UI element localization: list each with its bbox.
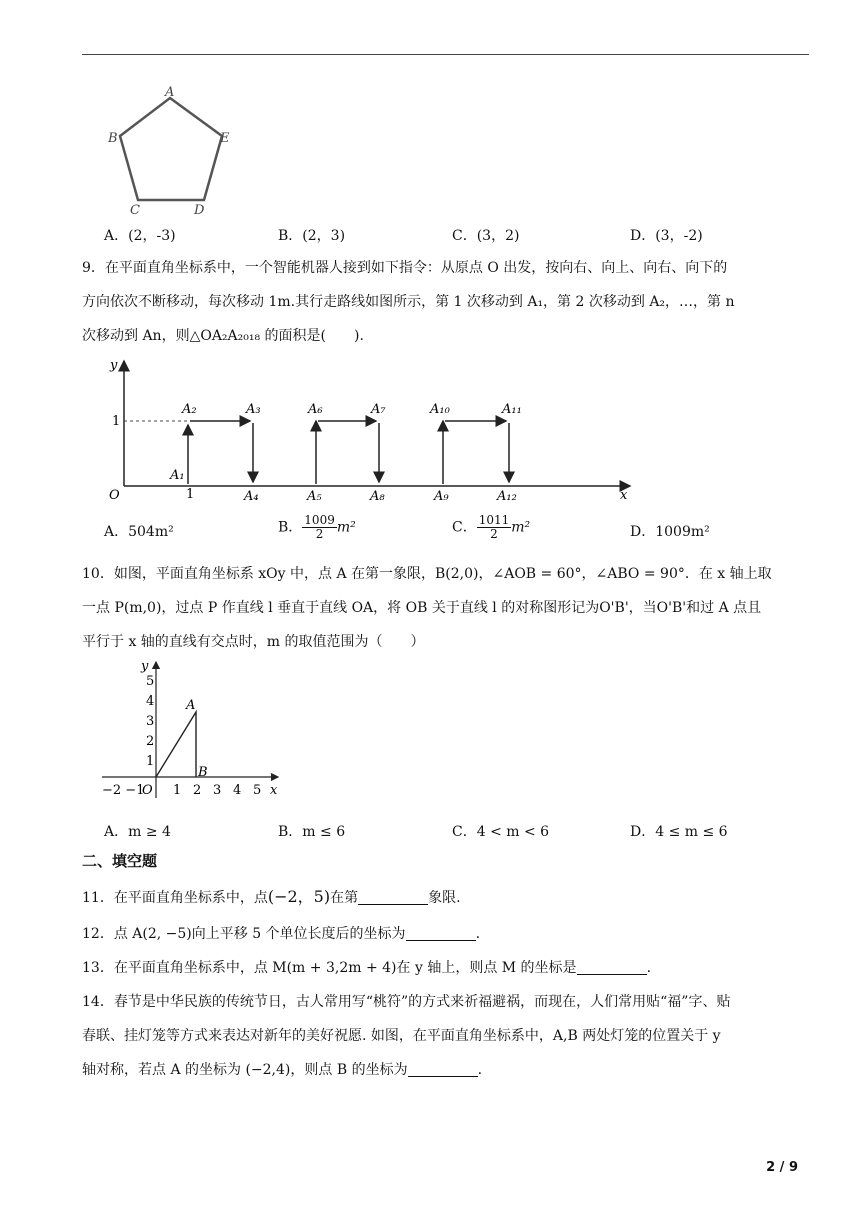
x-axis-label: x	[270, 783, 278, 798]
q9-line1: 9．在平面直角坐标系中，一个智能机器人接到如下指令：从原点 O 出发，按向右、向上、向右、向下的	[82, 260, 728, 276]
q11-point: (−2，5)	[267, 887, 331, 906]
pentagon-label-d: D	[194, 203, 205, 218]
x-tick-5: 5	[253, 783, 262, 798]
triangle-aob	[156, 712, 196, 777]
pentagon-figure	[100, 84, 250, 219]
y-tick-5: 5	[146, 674, 155, 689]
y-tick-4: 4	[146, 694, 155, 709]
q14-line1: 14．春节是中华民族的传统节日，古人常用写“桃符”的方式来祈福避祸，而现在，人们常用贴“福”字、贴	[82, 994, 731, 1010]
x-tick-1: 1	[186, 487, 195, 502]
x-axis-label: x	[620, 488, 628, 503]
q9-option-b-denominator: 2	[315, 527, 324, 541]
q9-option-b-prefix: B．	[278, 519, 303, 536]
q10-line2: 一点 P(m,0)，过点 P 作直线 l 垂直于直线 OA，将 OB 关于直线 l 的对称图形记为O'B'，当O'B'和过 A 点且	[82, 600, 762, 616]
q9-option-d: D．1009m²	[630, 524, 710, 540]
q13	[82, 958, 651, 978]
triangle-figure	[98, 656, 288, 802]
q12	[82, 924, 480, 944]
q13-answer-blank[interactable]	[577, 960, 647, 975]
pentagon-shape	[120, 98, 222, 200]
x-tick-4: 4	[233, 783, 242, 798]
q10-option-b: B．m ≤ 6	[278, 824, 346, 840]
q9-option-b	[278, 514, 356, 541]
q12-end: .	[475, 926, 481, 942]
q8-option-d: D．(3，-2)	[630, 228, 703, 244]
q8-option-a: A．(2，-3)	[104, 228, 176, 244]
q9-line3: 次移动到 An，则△OA₂A₂₀₁₈ 的面积是( ).	[82, 328, 364, 344]
pentagon-label-b: B	[108, 131, 118, 146]
q8-option-c: C．(3，2)	[452, 228, 520, 244]
q10-line1: 10．如图，平面直角坐标系 xOy 中，点 A 在第一象限，B(2,0)，∠AOB = 60°，∠ABO = 90°．在 x 轴上取	[82, 566, 772, 582]
q11	[82, 887, 461, 908]
label-a8: A₈	[370, 489, 385, 503]
label-a3: A₃	[246, 402, 261, 417]
y-tick-2: 2	[146, 734, 155, 749]
point-b-label: B	[198, 765, 208, 780]
section-title: 二、填空题	[82, 852, 158, 870]
q10-option-c: C．4 < m < 6	[452, 824, 550, 840]
q13-pre: 13．在平面直角坐标系中，点 M(m + 3,2m + 4)在 y 轴上，则点 M 的坐标是	[82, 960, 577, 976]
q9-option-b-numerator: 1009	[304, 513, 335, 527]
page-number: 2 / 9	[766, 1160, 798, 1175]
q9-line2: 方向依次不断移动，每次移动 1m.其行走路线如图所示，第 1 次移动到 A₁，第 2 次移动到 A₂，…，第 n	[82, 294, 735, 310]
label-a6: A₆	[308, 402, 323, 417]
q11-post: 在第	[330, 890, 359, 906]
q13-end: .	[646, 960, 652, 976]
origin-label: O	[109, 488, 120, 503]
q11-pre: 11．在平面直角坐标系中，点	[82, 890, 268, 906]
x-ticks-negative: −2 −1	[102, 783, 145, 798]
label-a12: A₁₂	[497, 489, 517, 503]
label-a11: A₁₁	[502, 402, 522, 417]
label-a10: A₁₀	[430, 402, 450, 417]
q14-line3-text: 轴对称，若点 A 的坐标为 (−2,4)，则点 B 的坐标为	[82, 1062, 408, 1078]
q12-pre: 12．点 A(2, −5)向上平移 5 个单位长度后的坐标为	[82, 926, 406, 942]
label-a9: A₉	[434, 489, 449, 503]
q9-option-c-fraction	[477, 514, 512, 541]
x-tick-2: 2	[193, 783, 202, 798]
q11-end: 象限.	[428, 890, 461, 906]
origin-label: O	[142, 783, 153, 798]
q9-option-a: A．504m²	[104, 524, 174, 540]
x-tick-1: 1	[173, 783, 182, 798]
label-a4: A₄	[244, 489, 259, 503]
header-rule	[82, 54, 809, 55]
q14-line3	[82, 1060, 482, 1080]
pentagon-label-c: C	[130, 203, 140, 218]
q8-option-b: B．(2，3)	[278, 228, 346, 244]
label-a5: A₅	[307, 489, 322, 503]
q14-answer-blank[interactable]	[408, 1062, 478, 1077]
q9-option-c-prefix: C．	[452, 519, 477, 536]
x-tick-3: 3	[213, 783, 222, 798]
y-tick-1: 1	[112, 414, 121, 429]
label-a1: A₁	[170, 468, 185, 483]
label-a2: A₂	[182, 402, 197, 417]
q9-option-c-numerator: 1011	[478, 513, 510, 527]
q9-option-b-fraction	[302, 514, 337, 541]
pentagon-label-e: E	[220, 131, 230, 146]
q9-option-c-denominator: 2	[490, 527, 498, 541]
q14-line2: 春联、挂灯笼等方式来表达对新年的美好祝愿. 如图，在平面直角坐标系中，A,B 两处灯笼的位置关于 y	[82, 1028, 721, 1044]
q9-option-c-unit: m²	[511, 519, 531, 536]
q11-answer-blank[interactable]	[358, 890, 428, 905]
q14-end: .	[477, 1062, 483, 1078]
y-axis-label: y	[110, 358, 118, 373]
y-axis-label: y	[141, 659, 149, 674]
robot-path-figure	[100, 355, 640, 503]
y-tick-3: 3	[146, 714, 155, 729]
label-a7: A₇	[371, 402, 386, 417]
point-a-label: A	[186, 698, 196, 713]
q10-option-d: D．4 ≤ m ≤ 6	[630, 824, 728, 840]
y-tick-1: 1	[146, 754, 155, 769]
q10-option-a: A．m ≥ 4	[104, 824, 171, 840]
q9-option-c	[452, 514, 530, 541]
pentagon-label-a: A	[165, 85, 175, 100]
q12-answer-blank[interactable]	[406, 926, 476, 941]
q9-option-b-unit: m²	[336, 519, 356, 536]
q10-line3: 平行于 x 轴的直线有交点时，m 的取值范围为（ ）	[82, 634, 425, 650]
